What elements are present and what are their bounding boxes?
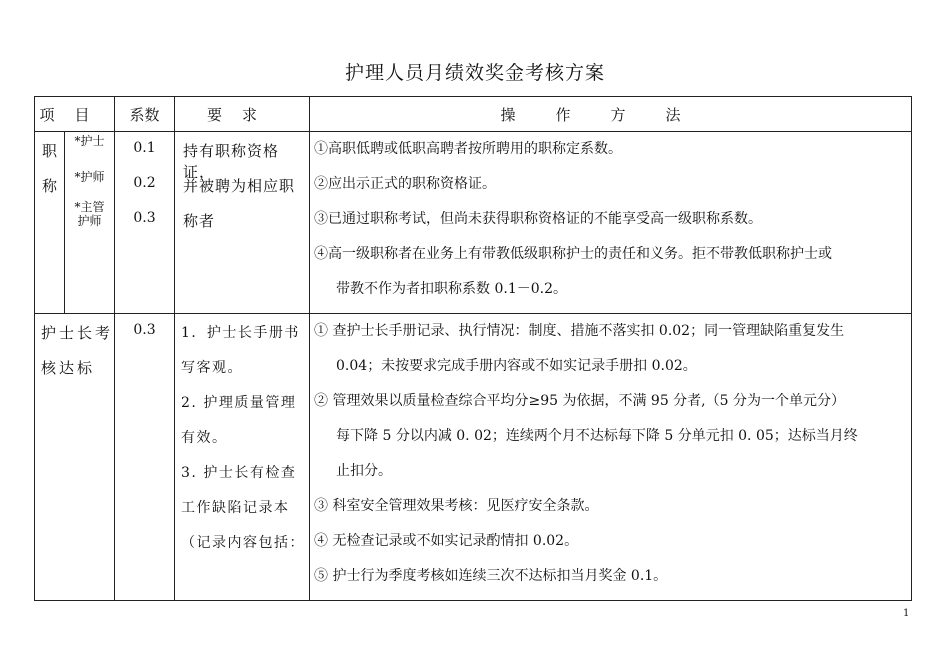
method-line: 带教不作为者扣职称系数 0.1－0.2。 (336, 281, 567, 297)
method-line: ② 管理效果以质量检查综合平均分≥95 为依据，不满 95 分者,（5 分为一个单元分） (314, 393, 845, 409)
method-line: 每下降 5 分以内减 0. 02；连续两个月不达标每下降 5 分单元扣 0. 05；达标当月终 (336, 428, 858, 444)
method-line: ⑤ 护士行为季度考核如连续三次不达标扣当月奖金 0.1。 (314, 568, 668, 584)
category-char: 称 (41, 177, 57, 195)
level-charge-nurse: *主管 (74, 200, 105, 214)
head-nurse-coefficient-cell (115, 314, 175, 601)
requirement-line: 3. 护士长有检查 (181, 465, 297, 481)
title-coefficient-cell (115, 132, 175, 314)
method-line: ②应出示正式的职称资格证。 (314, 176, 497, 192)
requirement-line: （记录内容包括： (181, 535, 306, 551)
method-line: 0.04；未按要求完成手册内容或不如实记录手册扣 0.02。 (336, 358, 697, 374)
coefficient-value: 0.2 (133, 175, 156, 191)
coefficient-value: 0.3 (133, 210, 156, 226)
method-line: ③已通过职称考试，但尚未获得职称资格证的不能享受高一级职称系数。 (314, 211, 763, 227)
requirement-line: 持有职称资格证， (183, 142, 280, 181)
level-nurse: *护士 (74, 134, 105, 148)
category-line: 护士长考 (41, 324, 114, 342)
coefficient-value: 0.3 (133, 322, 156, 338)
table-row-title (35, 132, 912, 314)
method-line: ④高一级职称者在业务上有带教低级职称护士的责任和义务。拒不带教低职称护士或 (314, 246, 833, 262)
header-method: 操作方法 (310, 97, 912, 132)
requirement-line: 并被聘为相应职 (183, 177, 296, 195)
requirement-line: 2. 护理质量管理 (181, 395, 297, 411)
category-line: 核达标 (41, 359, 96, 377)
method-line: ④ 无检查记录或不如实记录酌情扣 0.02。 (314, 533, 579, 549)
method-line: ③ 科室安全管理效果考核：见医疗安全条款。 (314, 498, 599, 514)
requirement-line: 工作缺陷记录本 (181, 500, 290, 516)
category-head-nurse-cell (35, 314, 115, 601)
requirement-line: 1．护士长手册书 (181, 325, 300, 341)
head-nurse-requirement-cell (175, 314, 310, 601)
requirement-line: 有效。 (181, 430, 228, 446)
category-title-cell (35, 132, 65, 314)
requirement-line: 称者 (183, 212, 216, 230)
method-line: ① 查护士长手册记录、执行情况：制度、措施不落实扣 0.02；同一管理缺陷重复发生 (314, 323, 845, 339)
table-row-head-nurse (35, 314, 912, 601)
method-line: ①高职低聘或低职高聘者按所聘用的职称定系数。 (314, 141, 623, 157)
level-charge-nurse-2: 护师 (77, 214, 102, 228)
method-line: 止扣分。 (336, 463, 393, 479)
coefficient-value: 0.1 (133, 140, 156, 156)
header-requirement: 要求 (175, 97, 310, 132)
assessment-table (34, 96, 912, 601)
level-senior-nurse: *护师 (74, 170, 105, 184)
title-requirement-cell (175, 132, 310, 314)
table-header-row (35, 97, 912, 132)
requirement-line: 写客观。 (181, 360, 244, 376)
head-nurse-method-cell (310, 314, 912, 601)
category-char: 职 (41, 142, 57, 160)
title-method-cell (310, 132, 912, 314)
title-levels-cell (65, 132, 115, 314)
header-coefficient: 系数 (115, 97, 175, 132)
page-title: 护理人员月绩效奖金考核方案 (344, 62, 605, 84)
header-item: 项目 (35, 97, 115, 132)
page-number: 1 (903, 608, 910, 619)
